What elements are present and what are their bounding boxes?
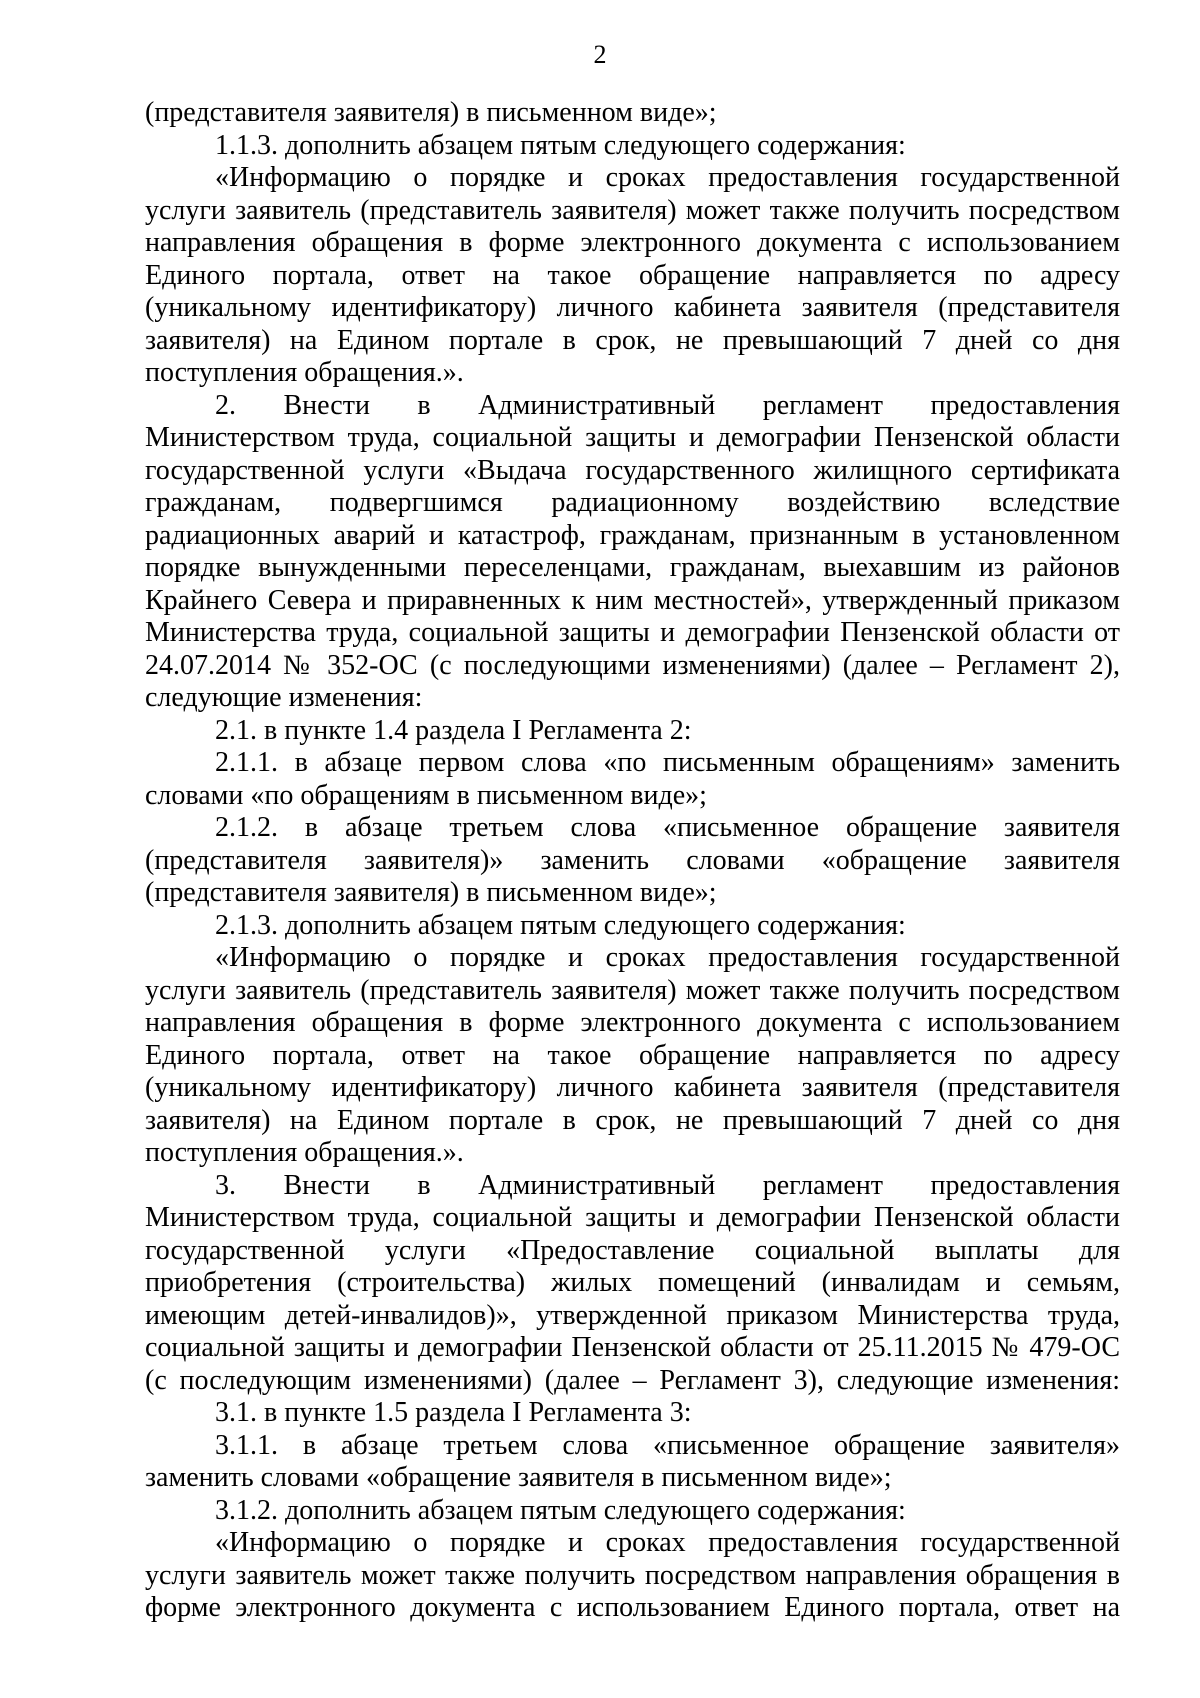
text-line: Министерством труда, социальной защиты и демографии Пензенской области (145, 1202, 1120, 1233)
text-line: следующие изменения: (145, 682, 423, 713)
text-line: заявителя) на Едином портале в срок, не превышающий 7 дней со дня (145, 324, 1120, 356)
text-line: 1.1.3. дополнить абзацем пятым следующего содержания: (215, 129, 906, 161)
text-line: услуги заявитель может также получить посредством направления обращения в (145, 1559, 1120, 1591)
text-line: услуги заявитель (представитель заявителя) может также получить посредством (145, 194, 1120, 226)
text-line: услуги заявитель (представитель заявителя) может также получить посредством (145, 974, 1120, 1006)
text-line: социальной защиты и демографии Пензенской области от 25.11.2015 № 479-ОС (145, 1332, 1120, 1363)
text-line: заменить словами «обращение заявителя в письменном виде»; (145, 1462, 892, 1493)
text-line: государственной услуги «Предоставление социальной выплаты для (145, 1234, 1120, 1266)
text-line: 2. Внести в Административный регламент предоставления (215, 389, 1120, 421)
text-line: 3.1.2. дополнить абзацем пятым следующего содержания: (215, 1494, 906, 1526)
text-line: (с последующим изменениями) (далее – Регламент 3), следующие изменения: (145, 1364, 1120, 1396)
text-line: 2.1.1. в абзаце первом слова «по письменным обращениям» заменить (215, 747, 1120, 778)
text-line: Единого портала, ответ на такое обращение направляется по адресу (145, 259, 1120, 291)
text-line: гражданам, подвергшимся радиационному воздействию вследствие (145, 487, 1120, 518)
text-line: направления обращения в форме электронного документа с использованием (145, 1007, 1120, 1038)
text-line: направления обращения в форме электронного документа с использованием (145, 227, 1120, 258)
text-line: «Информацию о порядке и сроках предоставления государственной (215, 1527, 1120, 1558)
text-line: (представителя заявителя)» заменить словами «обращение заявителя (145, 844, 1120, 876)
text-line: «Информацию о порядке и сроках предоставления государственной (215, 942, 1120, 973)
text-line: Министерства труда, социальной защиты и демографии Пензенской области от (145, 617, 1120, 648)
text-line: 2.1. в пункте 1.4 раздела I Регламента 2: (215, 714, 692, 746)
text-line: 3.1. в пункте 1.5 раздела I Регламента 3: (215, 1397, 692, 1428)
text-line: 24.07.2014 № 352-ОС (с последующими изменениями) (далее – Регламент 2), (145, 649, 1120, 681)
text-line: (представителя заявителя) в письменном виде»; (145, 97, 717, 128)
text-line: приобретения (строительства) жилых помещений (инвалидам и семьям, (145, 1267, 1120, 1298)
text-line: словами «по обращениям в письменном виде»; (145, 779, 707, 811)
text-line: 2.1.3. дополнить абзацем пятым следующего содержания: (215, 909, 906, 941)
page-number: 2 (593, 40, 607, 69)
document-body (145, 97, 1120, 1625)
text-line: «Информацию о порядке и сроках предоставления государственной (215, 162, 1120, 193)
text-line: форме электронного документа с использованием Единого портала, ответ на (145, 1592, 1120, 1623)
text-line: радиационных аварий и катастроф, гражданам, признанным в установленном (145, 519, 1120, 551)
text-line: заявителя) на Едином портале в срок, не превышающий 7 дней со дня (145, 1104, 1120, 1136)
text-line: (уникальному идентификатору) личного кабинета заявителя (представителя (145, 292, 1120, 323)
text-line: Единого портала, ответ на такое обращение направляется по адресу (145, 1039, 1120, 1071)
text-line: 3.1.1. в абзаце третьем слова «письменное обращение заявителя» (215, 1429, 1120, 1461)
text-line: Министерством труда, социальной защиты и демографии Пензенской области (145, 422, 1120, 453)
text-line: государственной услуги «Выдача государственного жилищного сертификата (145, 454, 1120, 486)
text-line: (представителя заявителя) в письменном виде»; (145, 877, 717, 908)
text-line: Крайнего Севера и приравненных к ним местностей», утвержденный приказом (145, 584, 1120, 616)
text-line: 3. Внести в Административный регламент предоставления (215, 1169, 1120, 1201)
text-line: порядке вынужденными переселенцами, гражданам, выехавшим из районов (145, 552, 1120, 583)
text-line: имеющим детей-инвалидов)», утвержденной приказом Министерства труда, (145, 1299, 1120, 1331)
text-line: поступления обращения.». (145, 1137, 464, 1168)
text-line: (уникальному идентификатору) личного кабинета заявителя (представителя (145, 1072, 1120, 1103)
text-line: поступления обращения.». (145, 357, 464, 388)
text-line: 2.1.2. в абзаце третьем слова «письменное обращение заявителя (215, 812, 1120, 843)
